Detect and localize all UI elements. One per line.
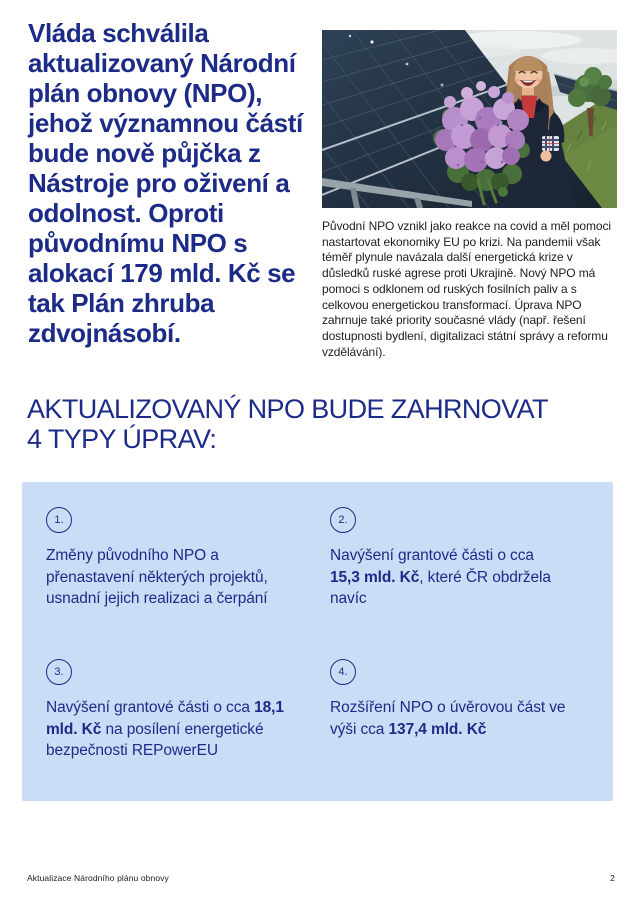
section-heading-line2: 4 TYPY ÚPRAV: [27, 424, 217, 454]
plaid-cuff [542, 136, 559, 151]
update-item-1 [46, 507, 330, 659]
footer-page-number: 2 [610, 873, 615, 883]
item-number-badge [330, 659, 356, 685]
item-number-badge [46, 507, 72, 533]
footer-document-title: Aktualizace Národního plánu obnovy [27, 873, 169, 883]
item-text-pre: Rozšíření NPO o úvěrovou část ve výši cca [330, 699, 566, 738]
item-number: 3. [54, 666, 64, 678]
hero-photo [322, 30, 617, 208]
update-item-4 [330, 659, 593, 801]
item-text-bold: 15,3 mld. Kč [330, 568, 420, 586]
item-number: 1. [54, 514, 64, 526]
page-footer [27, 873, 615, 883]
item-text [330, 697, 567, 740]
intro-paragraph: Původní NPO vznikl jako reakce na covid a měl pomoci nastartovat ekonomiky EU po krizi. Na pandemii však téměř plynule navázala další energetická krize v důsledků ruské agrese proti Ukrajině. Nový NPO má pomoci s odklonem od ruských fosilních paliv a s celkovou energetickou transformací. Úprava NPO zahrnuje také priority současné vlády (např. řešení dostupnosti bydlení, digitalizaci státní správy a reformu vzdělávání). [322, 219, 611, 359]
item-text-pre: Navýšení grantové části o cca [330, 547, 534, 564]
item-number: 2. [338, 514, 348, 526]
item-number-badge [330, 507, 356, 533]
item-text [46, 545, 304, 610]
item-number: 4. [338, 666, 348, 678]
section-heading [27, 394, 607, 454]
item-text-post: , které ČR obdržela navíc [330, 568, 551, 607]
item-text-bold: 18,1 mld. Kč [46, 699, 284, 738]
item-text [46, 697, 304, 762]
section-heading-line1: AKTUALIZOVANÝ NPO BUDE ZAHRNOVAT [27, 394, 548, 424]
item-text-bold: 137,4 mld. Kč [388, 720, 487, 738]
update-item-2 [330, 507, 593, 659]
item-number-badge [46, 659, 72, 685]
item-text-pre: Navýšení grantové části o cca [46, 699, 255, 716]
item-text [330, 545, 567, 610]
update-item-3 [46, 659, 330, 801]
hero-photo-illustration [322, 30, 617, 208]
updates-info-box [22, 482, 613, 801]
item-text-post: na posílení energetické bezpečnosti REPowerEU [46, 720, 264, 759]
item-text-pre: Změny původního NPO a přenastavení některých projektů, usnadní jejich realizaci a čerpání [46, 547, 268, 607]
page-headline: Vláda schválila aktualizovaný Národní plán obnovy (NPO), jehož významnou částí bude nově půjčka z Nástroje pro oživení a odolnost. Oproti původnímu NPO s alokací 179 mld. Kč se tak Plán zhruba zdvojnásobí. [28, 18, 303, 348]
